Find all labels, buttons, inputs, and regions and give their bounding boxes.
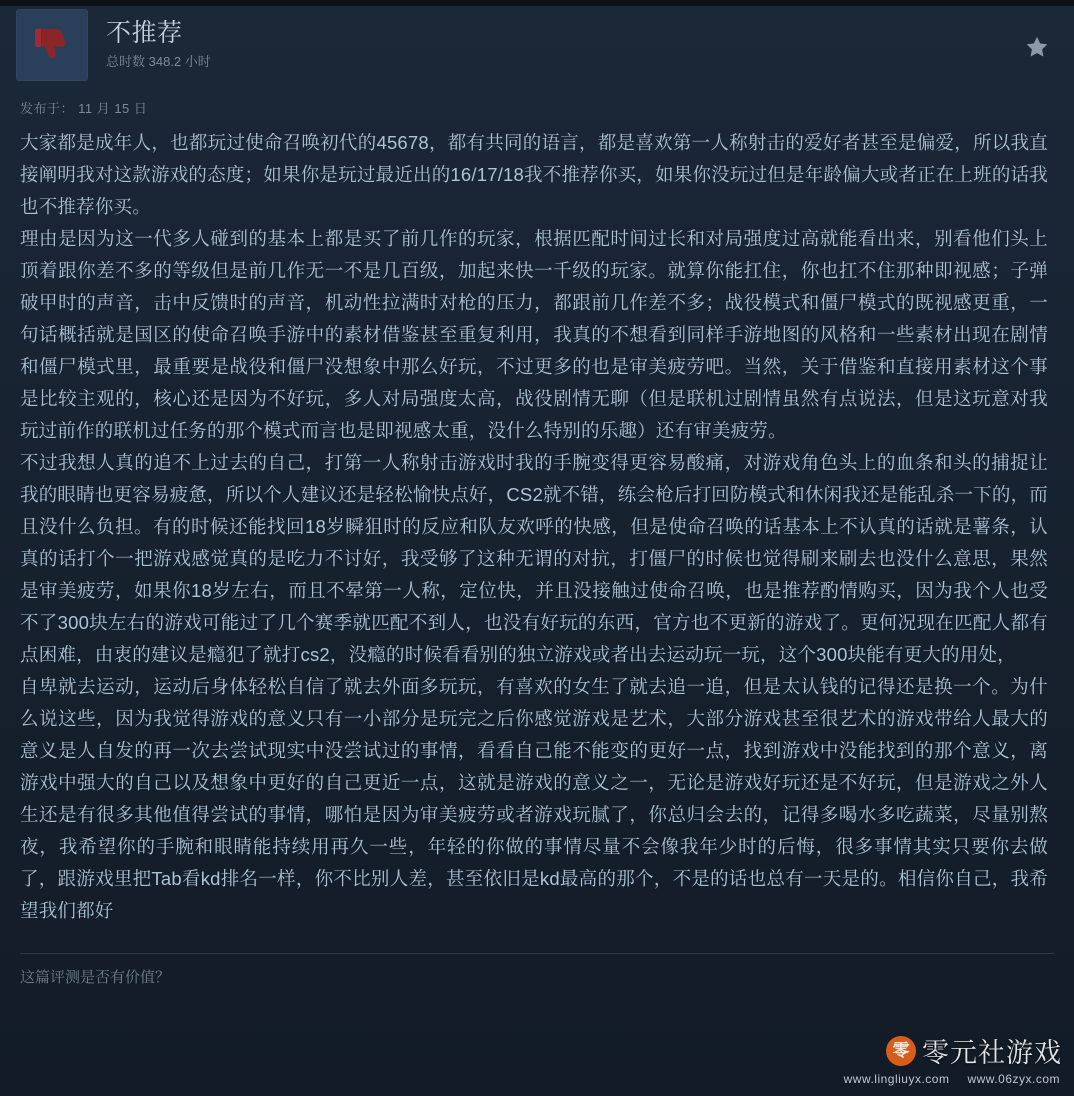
thumbs-down-icon — [32, 25, 72, 65]
review-paragraph-1: 大家都是成年人，也都玩过使命召唤初代的45678，都有共同的语言，都是喜欢第一人称射击的爱好者甚至是偏爱，所以我直接阐明我对这款游戏的态度；如果你是玩过最近出的16/17/18我不推荐你买，如果你没玩过但是年龄偏大或者正在上班的话我也不推荐你买。 — [20, 132, 1048, 217]
review-body — [16, 123, 1058, 927]
review-paragraph-3: 不过我想人真的追不上过去的自己，打第一人称射击游戏时我的手腕变得更容易酸痛，对游戏角色头上的血条和头的捕捉让我的眼睛也更容易疲惫，所以个人建议还是轻松愉快点好，CS2就不错，练会枪后打回防模式和休闲我还是能乱杀一下的，而且没什么负担。有的时候还能找回18岁瞬狙时的反应和队友欢呼的快感，但是使命召唤的话基本上不认真的话就是薯条，认真的话打个一把游戏感觉真的是吃力不讨好，我受够了这种无谓的对抗，打僵尸的时候也觉得刷来刷去也没什么意思，果然是审美疲劳，如果你18岁左右，而且不晕第一人称，定位快，并且没接触过使命召唤，也是推荐酌情购买，因为我个人也受不了300块左右的游戏可能过了几个赛季就匹配不到人，也没有好玩的东西，官方也不更新的游戏了。更何况现在匹配人都有点困难，由衷的建议是瘾犯了就打cs2，没瘾的时候看看别的独立游戏或者出去运动玩一玩，这个300块能有更大的用处， — [20, 452, 1048, 665]
verdict-block — [106, 18, 211, 72]
review-verdict-title: 不推荐 — [106, 19, 183, 47]
watermark-url-left: www.lingliuyx.com — [843, 1072, 950, 1086]
review-posted-date: 发布于： 11 月 15 日 — [20, 101, 148, 116]
review-verdict-thumb — [16, 9, 88, 81]
site-watermark — [844, 1031, 1062, 1086]
review-helpful-question: 这篇评测是否有价值？ — [20, 969, 171, 986]
watermark-badge-icon: 零 — [886, 1036, 916, 1066]
review-paragraph-2: 理由是因为这一代多人碰到的基本上都是买了前几作的玩家，根据匹配时间过长和对局强度过高就能看出来，别看他们头上顶着跟你差不多的等级但是前几作无一不是几百级，加起来快一千级的玩家。就算你能扛住，你也扛不住那种即视感；子弹破甲时的声音，击中反馈时的声音，机动性拉满时对枪的压力，都跟前几作差不多；战役模式和僵尸模式的既视感更重，一句话概括就是国区的使命召唤手游中的素材借鉴甚至重复利用，我真的不想看到同样手游地图的风格和一些素材出现在剧情和僵尸模式里，最重要是战役和僵尸没想象中那么好玩，不过更多的也是审美疲劳吧。当然，关于借鉴和直接用素材这个事是比较主观的，核心还是因为不好玩，多人对局强度太高，战役剧情无聊（但是联机过剧情虽然有点说法，但是这玩意对我玩过前作的联机过任务的那个模式而言也是即视感太重，没什么特别的乐趣）还有审美疲劳。 — [20, 228, 1048, 441]
watermark-urls — [844, 1072, 1060, 1086]
steam-review-card — [16, 6, 1058, 987]
star-icon[interactable] — [1024, 34, 1050, 60]
watermark-url-right: www.06zyx.com — [967, 1072, 1060, 1086]
playtime-total: 总时数 348.2 小时 — [106, 54, 211, 69]
watermark-site-name: 零元社游戏 — [922, 1038, 1062, 1068]
review-header — [16, 6, 1058, 80]
review-paragraph-4: 自卑就去运动，运动后身体轻松自信了就去外面多玩玩，有喜欢的女生了就去追一追，但是太认钱的记得还是换一个。为什么说这些，因为我觉得游戏的意义只有一小部分是玩完之后你感觉游戏是艺术，大部分游戏甚至很艺术的游戏带给人最大的意义是人自发的再一次去尝试现实中没尝试过的事情，看看自己能不能变的更好一点，找到游戏中没能找到的那个意义，离游戏中强大的自己以及想象中更好的自己更近一点，这就是游戏的意义之一，无论是游戏好玩还是不好玩，但是游戏之外人生还是有很多其他值得尝试的事情，哪怕是因为审美疲劳或者游戏玩腻了，你总归会去的，记得多喝水多吃蔬菜，尽量别熬夜，我希望你的手腕和眼睛能持续用再久一些，年轻的你做的事情尽量不会像我年少时的后悔，很多事情其实只要你去做了，跟游戏里把Tab看kd排名一样，你不比别人差，甚至依旧是kd最高的那个，不是的话也总有一天是的。相信你自己，我希望我们都好 — [20, 676, 1048, 921]
watermark-row — [886, 1031, 1062, 1070]
